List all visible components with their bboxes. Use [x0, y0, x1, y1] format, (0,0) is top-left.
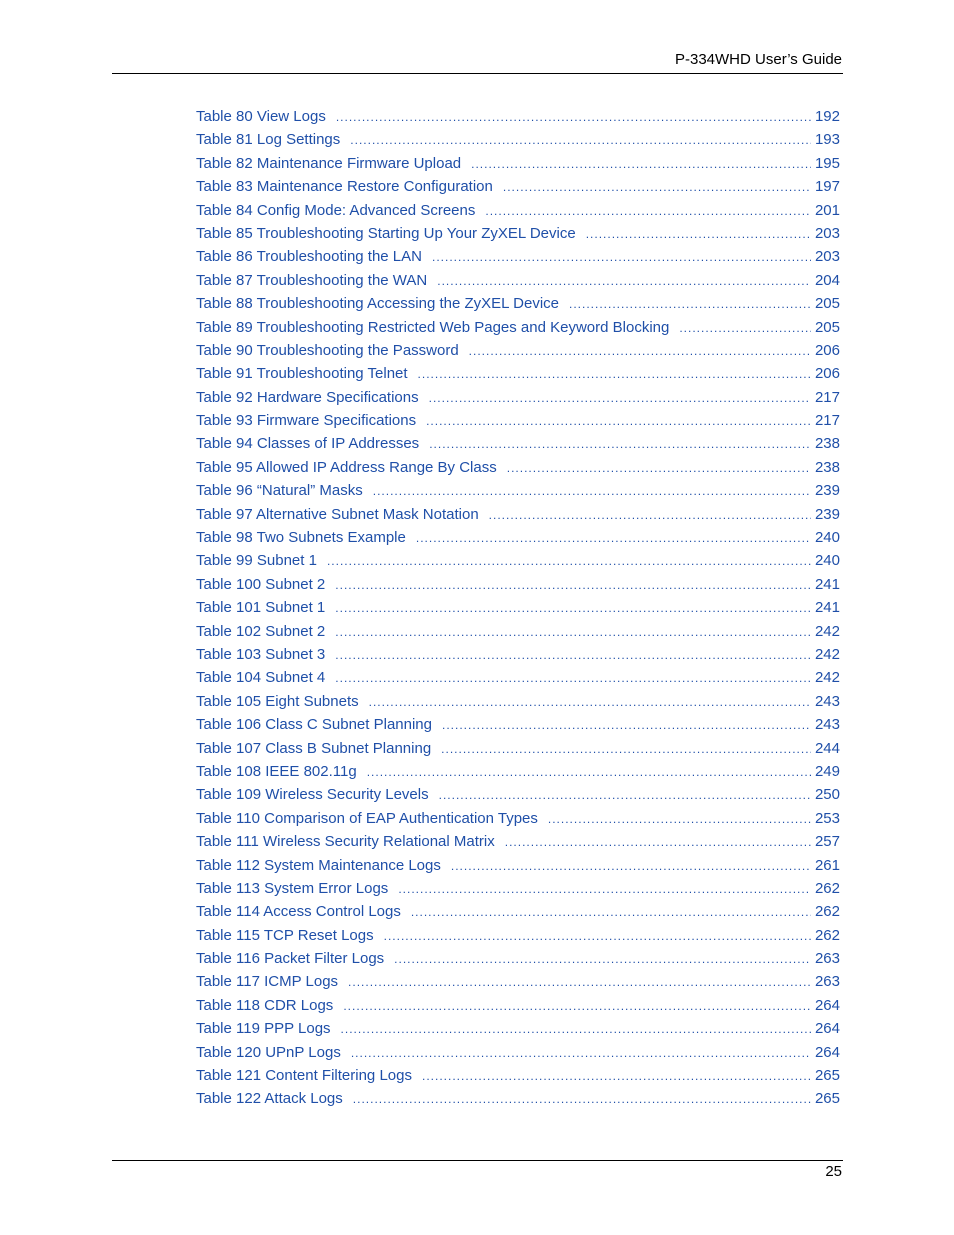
toc-entry-page[interactable]: 206: [814, 365, 840, 383]
toc-entry-page[interactable]: 265: [814, 1090, 840, 1108]
toc-entry-title[interactable]: Table 116 Packet Filter Logs: [196, 950, 385, 968]
toc-entry[interactable]: [196, 807, 840, 830]
toc-entry-page[interactable]: 264: [814, 1043, 840, 1061]
toc-entry-title[interactable]: Table 90 Troubleshooting the Password: [196, 341, 459, 359]
toc-entry[interactable]: [196, 316, 840, 339]
toc-entry-page[interactable]: 250: [814, 786, 840, 804]
dot-leader: [586, 223, 811, 246]
dot-leader: [335, 574, 811, 597]
toc-entry[interactable]: [196, 643, 840, 666]
toc-entry-title[interactable]: Table 96 “Natural” Masks: [196, 482, 363, 500]
toc-entry-title[interactable]: Table 87 Troubleshooting the WAN: [196, 271, 428, 289]
dot-leader: [441, 738, 811, 761]
toc-entry-page[interactable]: 205: [814, 318, 840, 336]
toc-entry-page[interactable]: 205: [814, 295, 840, 313]
toc-entry-page[interactable]: 262: [814, 926, 840, 944]
toc-entry-title[interactable]: Table 117 ICMP Logs: [196, 973, 339, 991]
toc-entry-title[interactable]: Table 97 Alternative Subnet Mask Notation: [196, 505, 479, 523]
dot-leader: [373, 480, 811, 503]
toc-entry-page[interactable]: 217: [814, 412, 840, 430]
toc-entry[interactable]: [196, 1017, 840, 1040]
toc-entry[interactable]: [196, 479, 840, 502]
toc-entry[interactable]: [196, 339, 840, 362]
toc-entry[interactable]: [196, 737, 840, 760]
guide-title: P-334WHD User’s Guide: [675, 51, 842, 68]
dot-leader: [548, 808, 811, 831]
toc-entry-title[interactable]: Table 81 Log Settings: [196, 131, 341, 149]
toc-entry[interactable]: [196, 152, 840, 175]
dot-leader: [348, 971, 811, 994]
dot-leader: [367, 761, 811, 784]
toc-entry-page[interactable]: 243: [814, 692, 840, 710]
toc-entry-page[interactable]: 242: [814, 669, 840, 687]
toc-entry[interactable]: [196, 128, 840, 151]
dot-leader: [439, 784, 811, 807]
toc-entry[interactable]: [196, 526, 840, 549]
dot-leader: [335, 644, 811, 667]
toc-entry-title[interactable]: Table 111 Wireless Security Relational Matrix: [196, 833, 495, 851]
toc-entry-title[interactable]: Table 95 Allowed IP Address Range By Class: [196, 458, 497, 476]
toc-entry[interactable]: [196, 199, 840, 222]
toc-entry[interactable]: [196, 947, 840, 970]
toc-entry[interactable]: [196, 386, 840, 409]
dot-leader: [327, 550, 811, 573]
toc-entry-page[interactable]: 262: [814, 879, 840, 897]
dot-leader: [451, 855, 811, 878]
toc-entry-title[interactable]: Table 94 Classes of IP Addresses: [196, 435, 420, 453]
toc-entry[interactable]: [196, 854, 840, 877]
toc-entry-title[interactable]: Table 86 Troubleshooting the LAN: [196, 248, 422, 266]
toc-entry-title[interactable]: Table 107 Class B Subnet Planning: [196, 739, 432, 757]
toc-entry[interactable]: [196, 994, 840, 1017]
toc-entry[interactable]: [196, 713, 840, 736]
toc-entry-page[interactable]: 239: [814, 482, 840, 500]
toc-entry-page[interactable]: 253: [814, 809, 840, 827]
toc-entry-page[interactable]: 257: [814, 833, 840, 851]
dot-leader: [416, 527, 811, 550]
toc-entry[interactable]: [196, 175, 840, 198]
toc-entry-page[interactable]: 263: [814, 973, 840, 991]
toc-entry-page[interactable]: 217: [814, 388, 840, 406]
dot-leader: [485, 200, 811, 223]
toc-entry-page[interactable]: 240: [814, 552, 840, 570]
toc-entry[interactable]: [196, 456, 840, 479]
dot-leader: [351, 1042, 811, 1065]
dot-leader: [437, 270, 811, 293]
toc-entry-title[interactable]: Table 121 Content Filtering Logs: [196, 1067, 412, 1085]
toc-entry-page[interactable]: 206: [814, 341, 840, 359]
toc-entry[interactable]: [196, 269, 840, 292]
toc-entry-title[interactable]: Table 84 Config Mode: Advanced Screens: [196, 201, 476, 219]
dot-leader: [507, 457, 811, 480]
toc-entry-title[interactable]: Table 108 IEEE 802.11g: [196, 762, 357, 780]
dot-leader: [384, 925, 811, 948]
toc-entry[interactable]: [196, 900, 840, 923]
toc-entry-page[interactable]: 204: [814, 271, 840, 289]
dot-leader: [422, 1065, 811, 1088]
toc-entry-page[interactable]: 238: [814, 435, 840, 453]
dot-leader: [505, 831, 811, 854]
dot-leader: [418, 363, 811, 386]
toc-entry-title[interactable]: Table 115 TCP Reset Logs: [196, 926, 374, 944]
toc-entry-title[interactable]: Table 102 Subnet 2: [196, 622, 326, 640]
page-number: 25: [825, 1163, 842, 1180]
toc-entry-page[interactable]: 203: [814, 224, 840, 242]
toc-entry-title[interactable]: Table 120 UPnP Logs: [196, 1043, 341, 1061]
dot-leader: [350, 129, 811, 152]
toc-entry[interactable]: [196, 1087, 840, 1110]
toc-entry[interactable]: [196, 666, 840, 689]
dot-leader: [429, 387, 811, 410]
toc-entry-page[interactable]: 201: [814, 201, 840, 219]
toc-entry[interactable]: [196, 222, 840, 245]
toc-entry-title[interactable]: Table 104 Subnet 4: [196, 669, 326, 687]
toc-entry-title[interactable]: Table 82 Maintenance Firmware Upload: [196, 154, 462, 172]
toc-entry-title[interactable]: Table 106 Class C Subnet Planning: [196, 716, 432, 734]
dot-leader: [341, 1018, 811, 1041]
toc-entry-page[interactable]: 265: [814, 1067, 840, 1085]
toc-entry-page[interactable]: 240: [814, 529, 840, 547]
dot-leader: [411, 901, 811, 924]
toc-entry-title[interactable]: Table 103 Subnet 3: [196, 645, 326, 663]
toc-entry-page[interactable]: 239: [814, 505, 840, 523]
toc-entry-title[interactable]: Table 110 Comparison of EAP Authentication Types: [196, 809, 538, 827]
toc-entry[interactable]: [196, 292, 840, 315]
toc-entry-title[interactable]: Table 119 PPP Logs: [196, 1020, 331, 1038]
dot-leader: [369, 691, 811, 714]
dot-leader: [426, 410, 811, 433]
toc-entry[interactable]: [196, 409, 840, 432]
dot-leader: [398, 878, 811, 901]
header-divider: [112, 73, 843, 74]
toc-entry[interactable]: [196, 690, 840, 713]
dot-leader: [335, 597, 811, 620]
toc-entry[interactable]: [196, 924, 840, 947]
toc-entry-title[interactable]: Table 91 Troubleshooting Telnet: [196, 365, 408, 383]
toc-entry-title[interactable]: Table 105 Eight Subnets: [196, 692, 359, 710]
dot-leader: [432, 246, 811, 269]
dot-leader: [353, 1088, 811, 1111]
toc-entry-title[interactable]: Table 92 Hardware Specifications: [196, 388, 419, 406]
toc-entry-title[interactable]: Table 93 Firmware Specifications: [196, 412, 417, 430]
list-of-tables: [196, 105, 840, 1111]
toc-entry-page[interactable]: 261: [814, 856, 840, 874]
toc-entry[interactable]: [196, 830, 840, 853]
toc-entry[interactable]: [196, 549, 840, 572]
toc-entry[interactable]: [196, 760, 840, 783]
toc-entry[interactable]: [196, 877, 840, 900]
dot-leader: [335, 667, 811, 690]
toc-entry-page[interactable]: 203: [814, 248, 840, 266]
toc-entry-title[interactable]: Table 112 System Maintenance Logs: [196, 856, 441, 874]
toc-entry[interactable]: [196, 620, 840, 643]
dot-leader: [471, 153, 811, 176]
toc-entry-title[interactable]: Table 113 System Error Logs: [196, 879, 389, 897]
toc-entry-page[interactable]: 241: [814, 575, 840, 593]
toc-entry-title[interactable]: Table 100 Subnet 2: [196, 575, 326, 593]
toc-entry[interactable]: [196, 596, 840, 619]
toc-entry[interactable]: [196, 245, 840, 268]
toc-entry-page[interactable]: 262: [814, 903, 840, 921]
toc-entry-page[interactable]: 244: [814, 739, 840, 757]
toc-entry-title[interactable]: Table 85 Troubleshooting Starting Up Your ZyXEL Device: [196, 224, 576, 242]
toc-entry-page[interactable]: 263: [814, 950, 840, 968]
toc-entry-page[interactable]: 193: [814, 131, 840, 149]
dot-leader: [679, 317, 811, 340]
toc-entry[interactable]: [196, 432, 840, 455]
toc-entry-title[interactable]: Table 118 CDR Logs: [196, 996, 334, 1014]
toc-entry-title[interactable]: Table 88 Troubleshooting Accessing the ZyXEL Device: [196, 295, 559, 313]
toc-entry-title[interactable]: Table 80 View Logs: [196, 108, 326, 125]
toc-entry-page[interactable]: 241: [814, 599, 840, 617]
toc-entry-page[interactable]: 238: [814, 458, 840, 476]
dot-leader: [569, 293, 811, 316]
toc-entry[interactable]: [196, 1041, 840, 1064]
toc-entry-title[interactable]: Table 101 Subnet 1: [196, 599, 326, 617]
toc-entry-page[interactable]: 264: [814, 1020, 840, 1038]
toc-entry-page[interactable]: 242: [814, 645, 840, 663]
toc-entry-title[interactable]: Table 99 Subnet 1: [196, 552, 317, 570]
toc-entry[interactable]: [196, 1064, 840, 1087]
dot-leader: [343, 995, 811, 1018]
toc-entry-page[interactable]: 195: [814, 154, 840, 172]
dot-leader: [336, 106, 811, 129]
toc-entry-title[interactable]: Table 122 Attack Logs: [196, 1090, 343, 1108]
toc-entry-title[interactable]: Table 83 Maintenance Restore Configuration: [196, 178, 493, 196]
dot-leader: [442, 714, 811, 737]
toc-entry-title[interactable]: Table 109 Wireless Security Levels: [196, 786, 429, 804]
toc-entry-title[interactable]: Table 98 Two Subnets Example: [196, 529, 406, 547]
toc-entry-title[interactable]: Table 89 Troubleshooting Restricted Web Pages and Keyword Blocking: [196, 318, 670, 336]
dot-leader: [394, 948, 811, 971]
toc-entry-page[interactable]: 264: [814, 996, 840, 1014]
toc-entry[interactable]: [196, 970, 840, 993]
footer-divider: [112, 1160, 843, 1161]
dot-leader: [335, 621, 811, 644]
toc-entry-page[interactable]: 197: [814, 178, 840, 196]
toc-entry-page[interactable]: 243: [814, 716, 840, 734]
dot-leader: [429, 433, 811, 456]
toc-entry-page[interactable]: 192: [814, 108, 840, 125]
toc-entry-page[interactable]: 242: [814, 622, 840, 640]
toc-entry-title[interactable]: Table 114 Access Control Logs: [196, 903, 401, 921]
dot-leader: [489, 504, 811, 527]
toc-entry[interactable]: [196, 573, 840, 596]
toc-entry-page[interactable]: 249: [814, 762, 840, 780]
toc-entry[interactable]: [196, 783, 840, 806]
toc-entry[interactable]: [196, 362, 840, 385]
dot-leader: [469, 340, 811, 363]
dot-leader: [503, 176, 811, 199]
toc-entry[interactable]: [196, 105, 840, 128]
toc-entry[interactable]: [196, 503, 840, 526]
